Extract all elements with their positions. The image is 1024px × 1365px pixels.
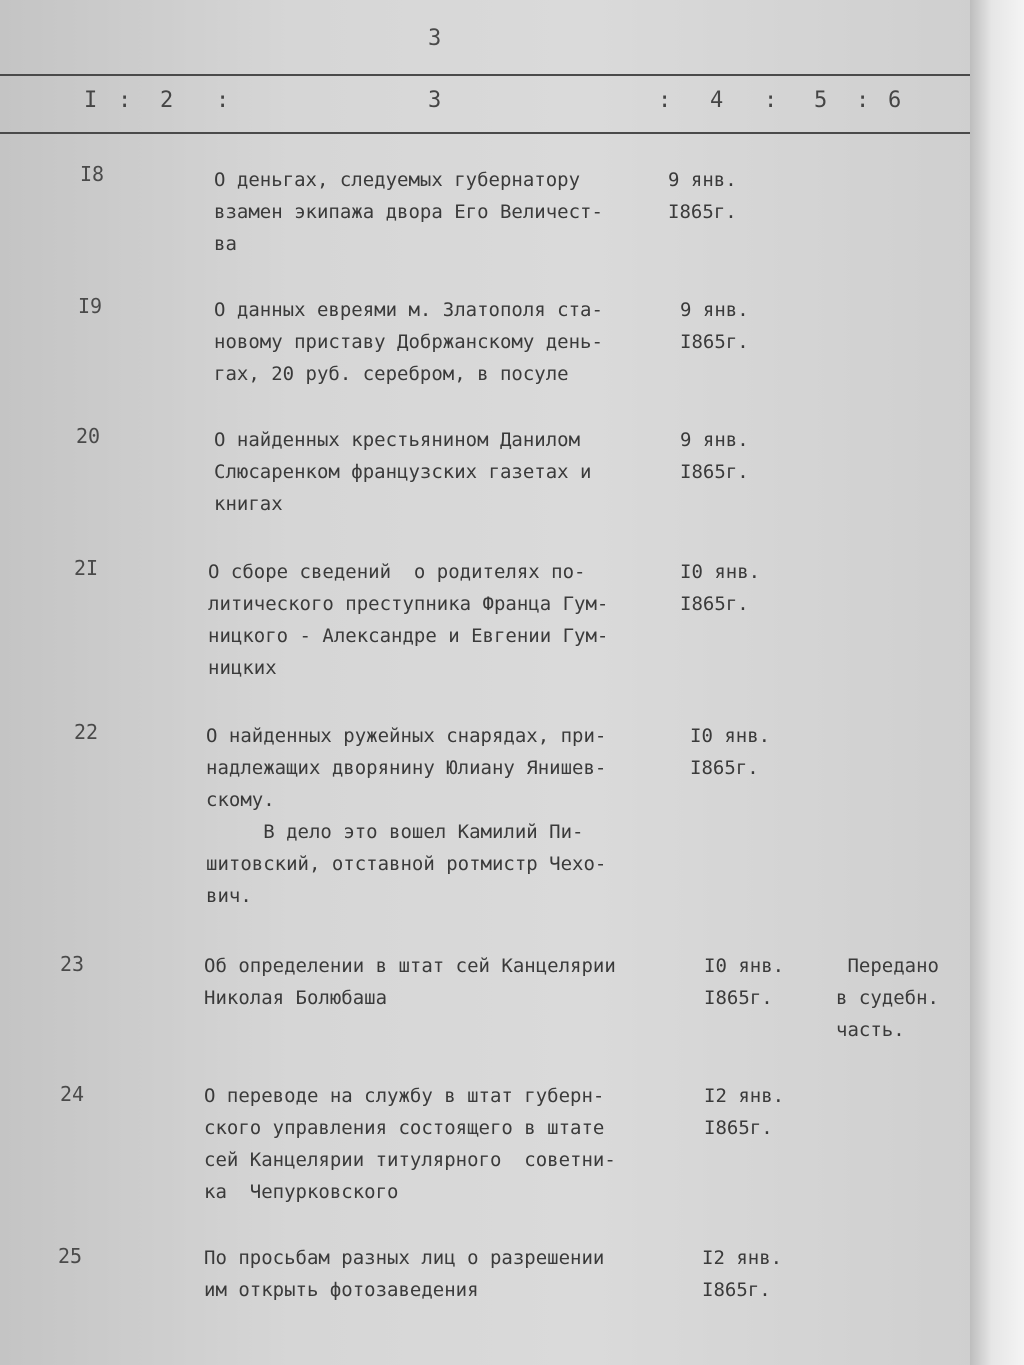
- entry-number: 20: [76, 424, 101, 448]
- entry-title: О деньгах, следуемых губернатору взамен экипажа двора Его Величест- ва: [214, 169, 603, 255]
- entry-date: 9 янв. I865г.: [668, 169, 737, 223]
- entry-number: 23: [60, 952, 85, 976]
- entry-date: 9 янв. I865г.: [680, 429, 749, 483]
- column-separator: :: [216, 88, 230, 113]
- entry-title: По просьбам разных лиц о разрешении им открыть фотозаведения: [204, 1247, 605, 1301]
- column-header-2: 2: [160, 88, 174, 113]
- entry-date: I0 янв. I865г.: [690, 725, 771, 779]
- entry-title: О найденных ружейных снарядах, при- надлежащих дворянину Юлиану Янишев- скому. В дело это вошел Камилий Пи- шитовский, отставной ротмистр Чехо- вич.: [206, 725, 607, 907]
- column-separator: :: [118, 88, 132, 113]
- entry-number: 24: [60, 1082, 85, 1106]
- column-header-1: I: [84, 88, 98, 113]
- entry-date: I0 янв. I865г.: [704, 955, 785, 1009]
- entry-title: О найденных крестьянином Данилом Слюсаренком французских газетах и книгах: [214, 429, 592, 515]
- column-header-6: 6: [888, 88, 902, 113]
- entry-title: О данных евреями м. Златополя ста- новому приставу Добржанскому день- гах, 20 руб. серебром, в посуле: [214, 299, 603, 385]
- entry-number: 2I: [74, 556, 99, 580]
- entry-title: О переводе на службу в штат губерн- ского управления состоящего в штате сей Канцелярии титулярного советни- ка Чепурковского: [204, 1085, 616, 1203]
- column-separator: :: [764, 88, 778, 113]
- entry-date: I2 янв. I865г.: [704, 1085, 785, 1139]
- entry-title: О сборе сведений о родителях по- литического преступника Франца Гум- ницкого - Александре и Евгении Гум- ницких: [208, 561, 609, 679]
- page-number: 3: [428, 26, 442, 51]
- next-page-edge: [970, 0, 1024, 1365]
- column-separator: :: [856, 88, 870, 113]
- entry-date: 9 янв. I865г.: [680, 299, 749, 353]
- entry-date: I2 янв. I865г.: [702, 1247, 783, 1301]
- column-header-3: 3: [428, 88, 442, 113]
- header-rule-bottom: [0, 132, 970, 134]
- column-header-5: 5: [814, 88, 828, 113]
- column-header-4: 4: [710, 88, 724, 113]
- entry-number: 22: [74, 720, 99, 744]
- entry-title: Об определении в штат сей Канцелярии Николая Болюбаша: [204, 955, 616, 1009]
- entry-date: I0 янв. I865г.: [680, 561, 761, 615]
- entry-number: 25: [58, 1244, 83, 1268]
- header-rule-top: [0, 74, 970, 76]
- entry-number: I9: [78, 294, 103, 318]
- entry-note: Передано в судебн. часть.: [836, 955, 939, 1041]
- column-separator: :: [658, 88, 672, 113]
- entry-number: I8: [80, 162, 105, 186]
